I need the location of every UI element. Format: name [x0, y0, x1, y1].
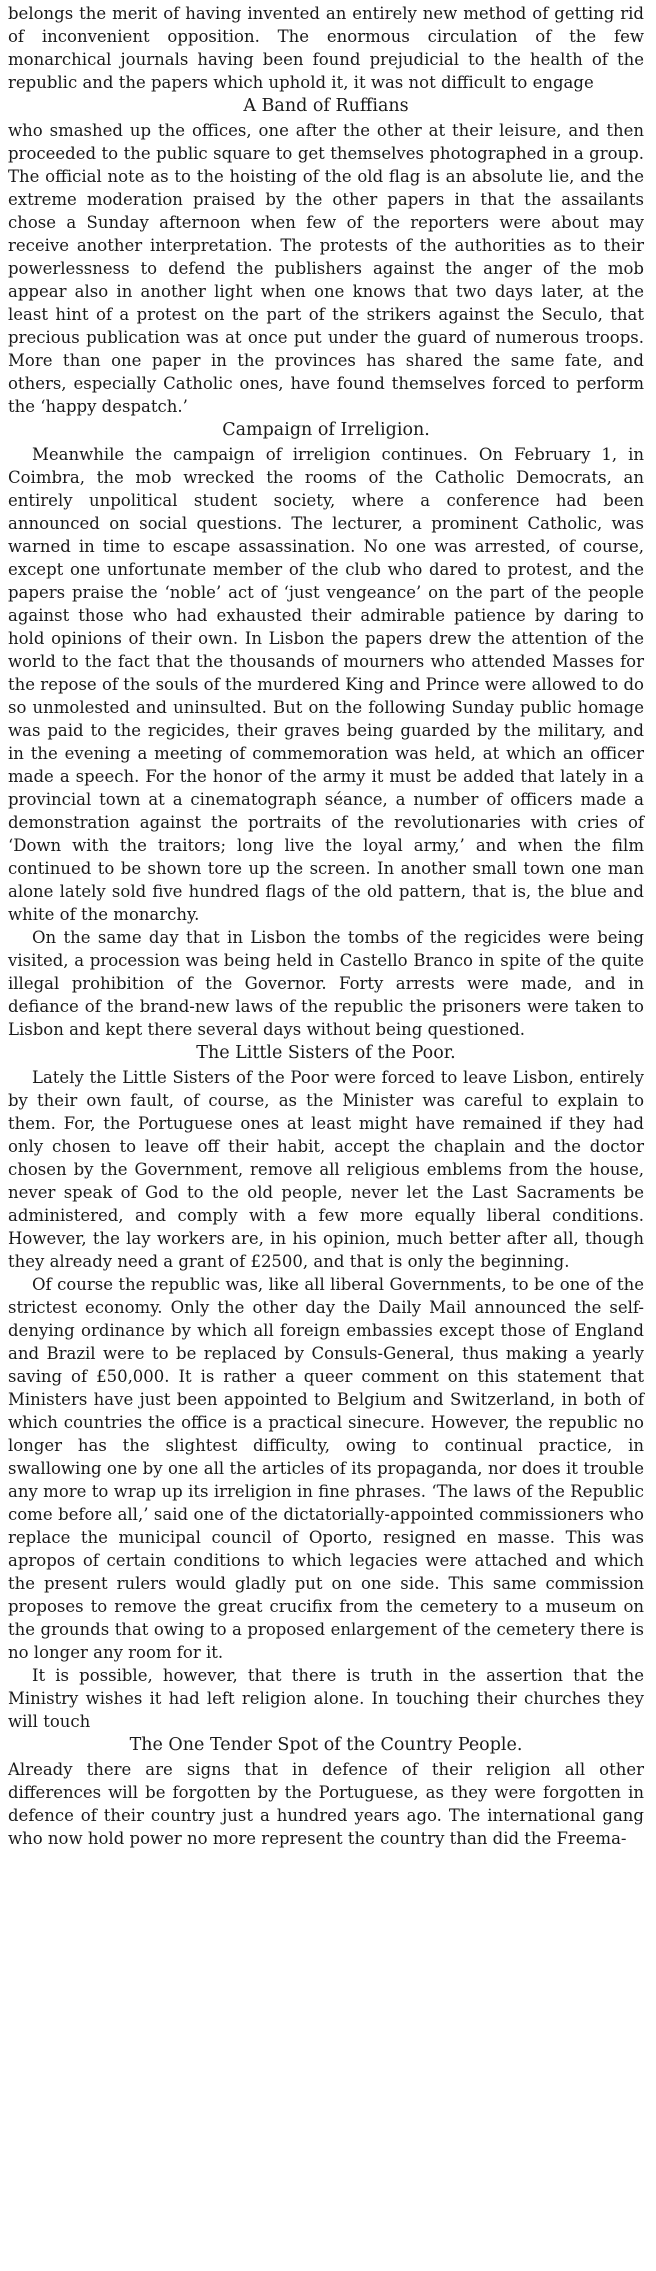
paragraph: It is possible, however, that there is truth in the assertion that the Ministry wishes it had left religion alone. In touching their churches they will touch [8, 1666, 644, 1731]
section-intro [8, 2, 644, 94]
section-band-of-ruffians [8, 94, 644, 418]
paragraph: Of course the republic was, like all liberal Governments, to be one of the strictest economy. Only the other day the Daily Mail announced the self-denying ordinance by which all foreign embassies except those of England and Brazil were to be replaced by Consuls-General, thus making a yearly saving of £50,000. It is rather a queer comment on this statement that Ministers have just been appointed to Belgium and Switzerland, in both of which countries the office is a practical sinecure. However, the republic no longer has the slightest difficulty, owing to continual practice, in swallowing one by one all the articles of its propaganda, nor does it trouble any more to wrap up its irreligion in fine phrases. ‘The laws of the Republic come before all,’ said one of the dictatorially-appointed commissioners who replace the municipal council of Oporto, resigned en masse. This was apropos of certain conditions to which legacies were attached and which the present rulers would gladly put on one side. This same commission proposes to remove the great crucifix from the cemetery to a museum on the grounds that owing to a proposed enlargement of the cemetery there is no longer any room for it. [8, 1275, 644, 1662]
paragraph: On the same day that in Lisbon the tombs of the regicides were being visited, a procession was being held in Castello Branco in spite of the quite illegal prohibition of the Governor. Forty arrests were made, and in defiance of the brand-new laws of the republic the prisoners were taken to Lisbon and kept there several days without being questioned. [8, 928, 644, 1039]
paragraph: belongs the merit of having invented an entirely new method of getting rid of inconvenient opposition. The enormous circulation of the few monarchical journals having been found prejudicial to the health of the republic and the papers which uphold it, it was not difficult to engage [8, 4, 644, 92]
section-heading: Campaign of Irreligion. [222, 420, 430, 440]
section-tender-spot [8, 1733, 644, 1850]
section-heading: A Band of Ruffians [243, 96, 409, 116]
paragraph: Already there are signs that in defence of their religion all other differences will be forgotten by the Portuguese, as they were forgotten in defence of their country just a hundred years ago. The international gang who now hold power no more represent the country than did the Freema- [8, 1760, 644, 1848]
section-heading: The Little Sisters of the Poor. [196, 1043, 456, 1063]
section-campaign-of-irreligion [8, 418, 644, 1041]
section-little-sisters [8, 1041, 644, 1733]
section-heading: The One Tender Spot of the Country People. [129, 1735, 523, 1755]
paragraph: who smashed up the offices, one after the other at their leisure, and then proceeded to the public square to get themselves photographed in a group. The official note as to the hoisting of the old flag is an absolute lie, and the extreme moderation praised by the other papers in that the assailants chose a Sunday afternoon when few of the reporters were about may receive another interpretation. The protests of the authorities as to their powerlessness to defend the publishers against the anger of the mob appear also in another light when one knows that two days later, at the least hint of a protest on the part of the strikers against the Seculo, that precious publication was at once put under the guard of numerous troops. More than one paper in the provinces has shared the same fate, and others, especially Catholic ones, have found themselves forced to perform the ‘happy despatch.’ [8, 121, 644, 416]
paragraph: Meanwhile the campaign of irreligion continues. On February 1, in Coimbra, the mob wrecked the rooms of the Catholic Democrats, an entirely unpolitical student society, where a conference had been announced on social questions. The lecturer, a prominent Catholic, was warned in time to escape assassination. No one was arrested, of course, except one unfortunate member of the club who dared to protest, and the papers praise the ‘noble’ act of ‘just vengeance’ on the part of the people against those who had exhausted their admirable patience by daring to hold opinions of their own. In Lisbon the papers drew the attention of the world to the fact that the thousands of mourners who attended Masses for the repose of the souls of the murdered King and Prince were allowed to do so unmolested and uninsulted. But on the following Sunday public homage was paid to the regicides, their graves being guarded by the military, and in the evening a meeting of commemoration was held, at which an officer made a speech. For the honor of the army it must be added that lately in a provincial town at a cinematograph séance, a number of officers made a demonstration against the portraits of the revolutionaries with cries of ‘Down with the traitors; long live the loyal army,’ and when the film continued to be shown tore up the screen. In another small town one man alone lately sold five hundred flags of the old pattern, that is, the blue and white of the monarchy. [8, 445, 644, 924]
paragraph: Lately the Little Sisters of the Poor were forced to leave Lisbon, entirely by their own fault, of course, as the Minister was careful to explain to them. For, the Portuguese ones at least might have remained if they had only chosen to leave off their habit, accept the chaplain and the doctor chosen by the Government, remove all religious emblems from the house, never speak of God to the old people, never let the Last Sacraments be administered, and comply with a few more equally liberal conditions. However, the lay workers are, in his opinion, much better after all, though they already need a grant of £2500, and that is only the beginning. [8, 1068, 644, 1271]
